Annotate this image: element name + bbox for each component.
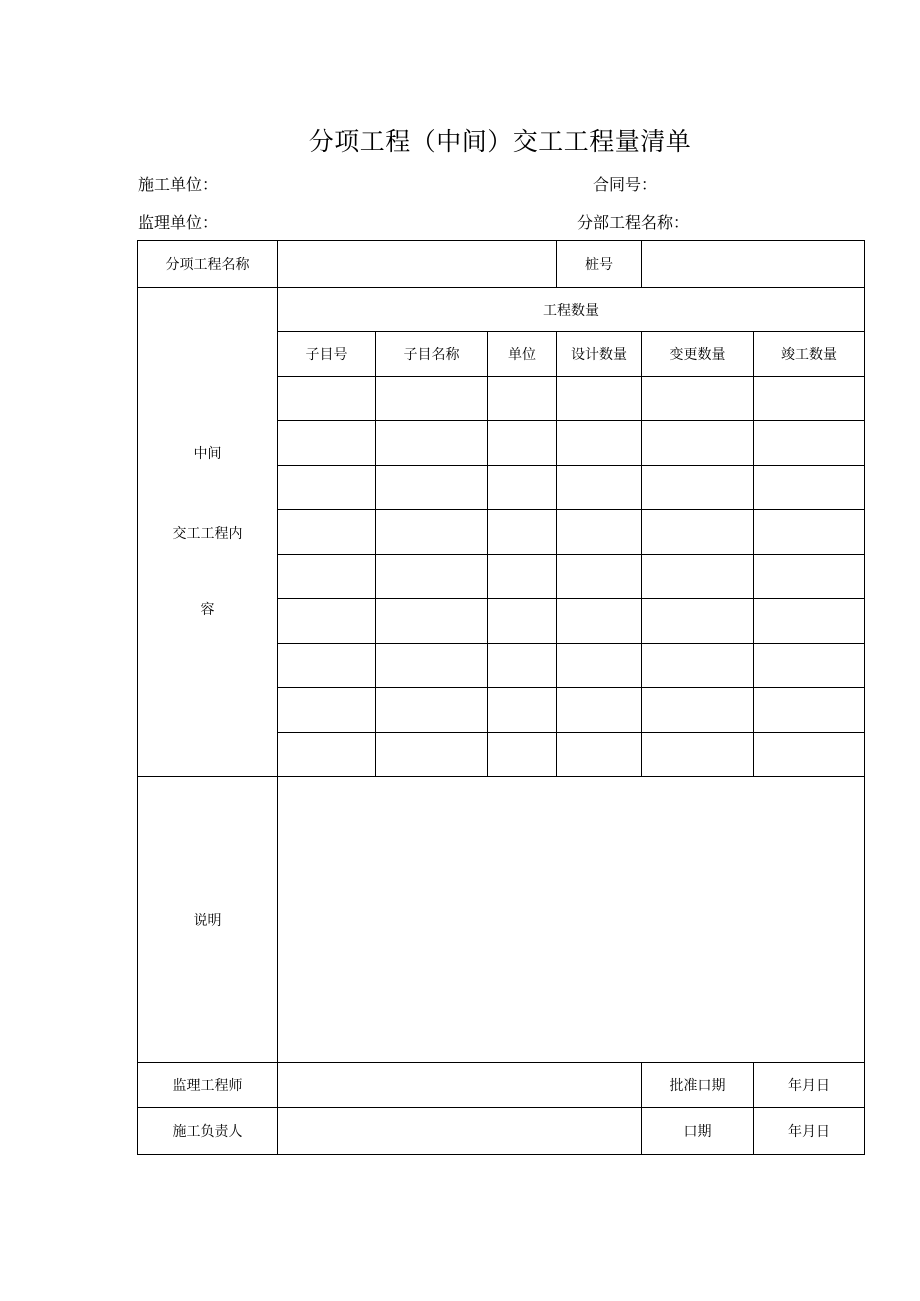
column-header-completed-qty: 竣工数量 [754,332,865,377]
item-no-cell[interactable] [278,688,376,733]
item-name-label: 分项工程名称 [138,241,278,288]
item-no-cell[interactable] [278,466,376,510]
item-no-cell[interactable] [278,733,376,777]
item-name-cell[interactable] [376,599,488,644]
unit-cell[interactable] [488,421,557,466]
change-qty-cell[interactable] [642,555,754,599]
unit-cell[interactable] [488,510,557,555]
construction-unit-label: 施工单位： [138,175,219,194]
supervisor-field[interactable] [278,1063,642,1108]
subdivision-name-label: 分部工程名称： [577,213,690,232]
column-header-change-qty: 变更数量 [642,332,754,377]
completed-qty-cell[interactable] [754,733,865,777]
unit-cell[interactable] [488,688,557,733]
design-qty-cell[interactable] [557,421,642,466]
unit-cell[interactable] [488,644,557,688]
item-name-cell[interactable] [376,644,488,688]
design-qty-cell[interactable] [557,733,642,777]
change-qty-cell[interactable] [642,510,754,555]
item-name-cell[interactable] [376,466,488,510]
column-header-unit: 单位 [488,332,557,377]
design-qty-cell[interactable] [557,555,642,599]
item-no-cell[interactable] [278,377,376,421]
design-qty-cell[interactable] [557,688,642,733]
approval-date-label: 批准口期 [642,1063,754,1108]
completed-qty-cell[interactable] [754,644,865,688]
contract-no-label: 合同号： [593,175,658,194]
change-qty-cell[interactable] [642,421,754,466]
left-line-3: 容 [200,602,215,618]
item-name-cell[interactable] [376,733,488,777]
completed-qty-cell[interactable] [754,688,865,733]
unit-cell[interactable] [488,377,557,421]
design-qty-cell[interactable] [557,466,642,510]
completed-qty-cell[interactable] [754,510,865,555]
item-name-cell[interactable] [376,555,488,599]
item-name-cell[interactable] [376,421,488,466]
completed-qty-cell[interactable] [754,599,865,644]
item-name-cell[interactable] [376,377,488,421]
column-header-design-qty: 设计数量 [557,332,642,377]
design-qty-cell[interactable] [557,599,642,644]
change-qty-cell[interactable] [642,377,754,421]
contractor-field[interactable] [278,1108,642,1155]
supervision-unit-label: 监理单位： [138,213,219,232]
unit-cell[interactable] [488,555,557,599]
change-qty-cell[interactable] [642,733,754,777]
unit-cell[interactable] [488,599,557,644]
completed-qty-cell[interactable] [754,421,865,466]
design-qty-cell[interactable] [557,510,642,555]
item-name-field[interactable] [278,241,557,288]
completed-qty-cell[interactable] [754,377,865,421]
approval-date-field[interactable]: 年月日 [754,1063,865,1108]
change-qty-cell[interactable] [642,599,754,644]
quantity-form-table [137,240,865,1155]
left-line-1: 中间 [193,446,222,462]
completed-qty-cell[interactable] [754,466,865,510]
page-title: 分项工程（中间）交工工程量清单 [308,127,692,156]
remarks-label: 说明 [138,777,278,1063]
column-header-item-name: 子目名称 [376,332,488,377]
interim-handover-content-label [138,288,278,777]
item-no-cell[interactable] [278,644,376,688]
item-no-cell[interactable] [278,421,376,466]
item-name-cell[interactable] [376,688,488,733]
contractor-label: 施工负责人 [138,1108,278,1155]
change-qty-cell[interactable] [642,688,754,733]
change-qty-cell[interactable] [642,466,754,510]
completed-qty-cell[interactable] [754,555,865,599]
item-no-cell[interactable] [278,555,376,599]
remarks-field[interactable] [278,777,865,1063]
item-no-cell[interactable] [278,510,376,555]
station-field[interactable] [642,241,865,288]
column-header-item-no: 子目号 [278,332,376,377]
unit-cell[interactable] [488,733,557,777]
quantity-header: 工程数量 [278,288,865,332]
station-label: 桩号 [557,241,642,288]
item-name-cell[interactable] [376,510,488,555]
supervisor-label: 监理工程师 [138,1063,278,1108]
date-label: 口期 [642,1108,754,1155]
design-qty-cell[interactable] [557,377,642,421]
change-qty-cell[interactable] [642,644,754,688]
date-field[interactable]: 年月日 [754,1108,865,1155]
left-line-2: 交工工程内 [172,526,243,542]
design-qty-cell[interactable] [557,644,642,688]
unit-cell[interactable] [488,466,557,510]
item-no-cell[interactable] [278,599,376,644]
